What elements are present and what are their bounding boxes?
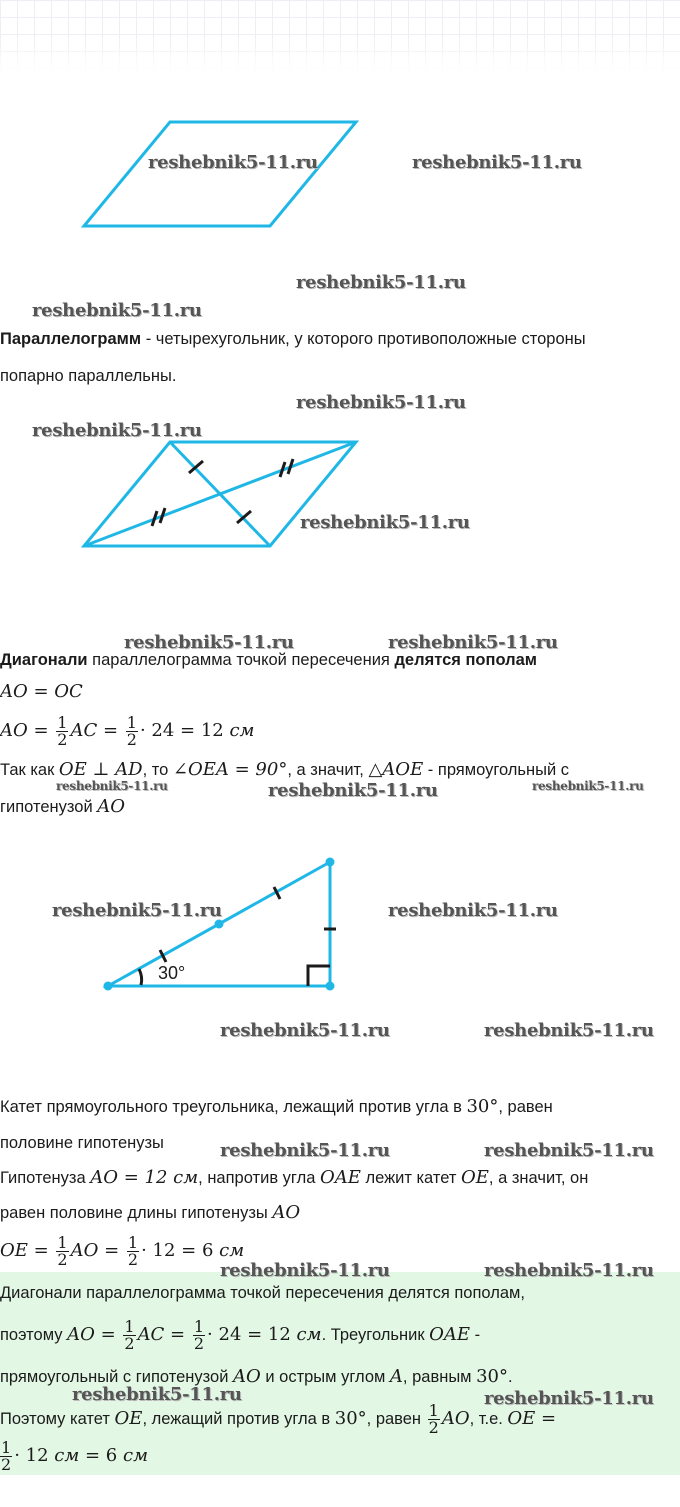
watermark: reshebnik5-11.ru — [124, 632, 294, 653]
watermark: reshebnik5-11.ru — [220, 1140, 390, 1161]
equation-ao-oc — [0, 682, 83, 702]
summary-line-4: Поэтому катет OE, лежащий против угла в 30°, равен $\frac{1}{2}$ AO, т.е. OE = — [0, 1401, 557, 1438]
watermark: reshebnik5-11.ru — [268, 780, 438, 801]
diagonals-middle: параллелограмма точкой пересечения — [87, 651, 395, 669]
bisect-word: делятся пополам — [394, 651, 538, 669]
watermark: reshebnik5-11.ru — [412, 152, 582, 173]
hypotenuse-line-2: равен половине длины гипотенузы AO — [0, 1202, 301, 1223]
summary-line-5: $\frac{1}{2}$ · 12 см = 6 см — [1, 1438, 148, 1475]
summary-line-2: поэтому AO = $\frac{1}{2}$ AC = $\frac{1}{2}$ · 24 = 12 см. Треугольник OAE - — [0, 1317, 481, 1354]
eq1-lhs: AO — [0, 681, 28, 702]
fraction: $\frac{1}{2}$ — [57, 713, 68, 750]
since-line-2: гипотенузой AO — [0, 796, 126, 817]
watermark: reshebnik5-11.ru — [56, 779, 168, 793]
fraction: $\frac{1}{2}$ — [124, 1317, 135, 1354]
watermark: reshebnik5-11.ru — [32, 420, 202, 441]
watermark: reshebnik5-11.ru — [484, 1260, 654, 1281]
fraction: $\frac{1}{2}$ — [127, 1233, 139, 1270]
watermark: reshebnik5-11.ru — [484, 1020, 654, 1041]
leg-rule-line-2: половине гипотенузы — [0, 1134, 164, 1152]
header-grid-fade — [0, 40, 680, 72]
summary-line-1: Диагонали параллелограмма точкой пересечения делятся пополам, — [0, 1284, 525, 1302]
watermark: reshebnik5-11.ru — [296, 272, 466, 293]
watermark: reshebnik5-11.ru — [52, 900, 222, 921]
fraction: $\frac{1}{2}$ — [126, 713, 137, 750]
eq1-eq: = — [27, 681, 55, 702]
watermark: reshebnik5-11.ru — [72, 1384, 242, 1405]
leg-rule-line-1: Катет прямоугольного треугольника, лежащий против угла в 30°, равен — [0, 1096, 553, 1117]
angle-label: 30° — [158, 963, 186, 983]
watermark: reshebnik5-11.ru — [484, 1388, 654, 1409]
equation-ao-value — [0, 710, 254, 752]
eq1-rhs: OC — [54, 681, 83, 702]
definition-term: Параллелограмм — [0, 330, 142, 348]
watermark: reshebnik5-11.ru — [220, 1260, 390, 1281]
watermark: reshebnik5-11.ru — [148, 152, 318, 173]
watermark: reshebnik5-11.ru — [388, 900, 558, 921]
watermark: reshebnik5-11.ru — [300, 512, 470, 533]
fraction: $\frac{1}{2}$ — [57, 1233, 68, 1270]
definition-line-1 — [0, 329, 586, 349]
watermark: reshebnik5-11.ru — [484, 1140, 654, 1161]
diagonals-rule — [0, 650, 537, 670]
equation-oe-value: OE = $\frac{1}{2}$ AO = $\frac{1}{2}$ · 12 = 6 см — [0, 1233, 245, 1270]
fraction: $\frac{1}{2}$ — [193, 1317, 205, 1354]
watermark: reshebnik5-11.ru — [388, 632, 558, 653]
fraction: $\frac{1}{2}$ — [428, 1401, 439, 1438]
definition-text: - четырехугольник, у которого противоположные стороны — [141, 330, 586, 348]
fraction: $\frac{1}{2}$ — [1, 1438, 12, 1475]
watermark: reshebnik5-11.ru — [32, 300, 202, 321]
eq2-lhs: AO = — [0, 720, 55, 741]
watermark: reshebnik5-11.ru — [296, 392, 466, 413]
watermark: reshebnik5-11.ru — [220, 1020, 390, 1041]
summary-line-3: прямоугольный с гипотенузой AO и острым углом A, равным 30°. — [0, 1366, 513, 1387]
definition-line-2: попарно параллельны. — [0, 367, 177, 385]
hypotenuse-line-1: Гипотенуза AO = 12 см, напротив угла OAE лежит катет OE, а значит, он — [0, 1167, 589, 1188]
eq2-rest: · 24 = 12 — [139, 720, 230, 741]
since-line-1: Так как OE ⊥ AD, то ∠OEA = 90°, а значит, △AOE - прямоугольный с — [0, 759, 570, 780]
parallelogram-figure — [0, 110, 680, 240]
right-triangle-figure — [0, 850, 680, 1000]
eq2-unit: см — [229, 720, 255, 741]
watermark: reshebnik5-11.ru — [532, 779, 644, 793]
diagonals-word: Диагонали — [0, 651, 88, 669]
eq2-mid: AC = — [70, 720, 124, 741]
parallelogram-diagonals-figure — [0, 430, 680, 560]
